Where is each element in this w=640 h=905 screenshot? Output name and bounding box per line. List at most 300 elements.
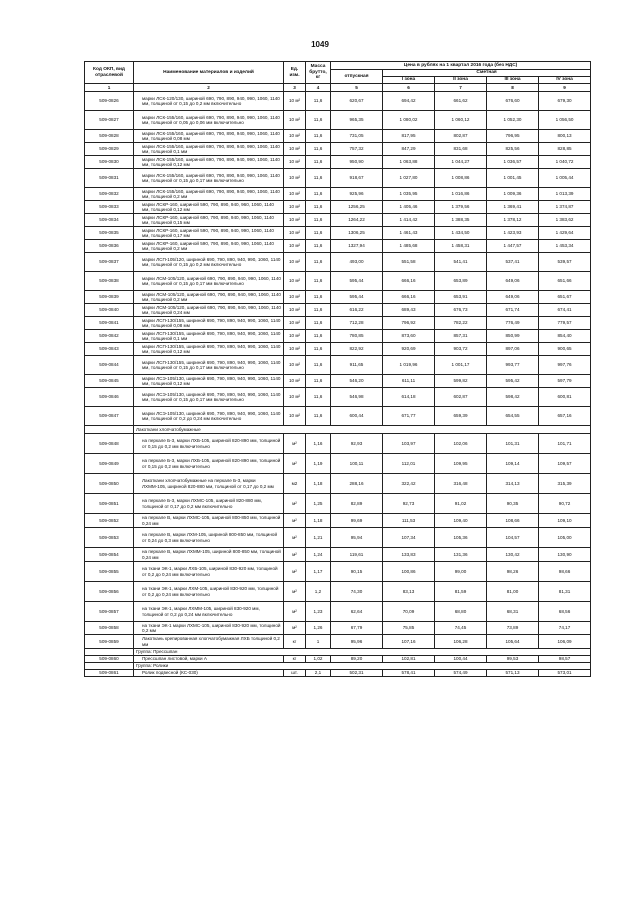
mass-cell: 11,6 bbox=[306, 169, 331, 188]
price-zone2-cell: 106,28 bbox=[435, 635, 487, 649]
price-otpusk-cell: 918,67 bbox=[331, 169, 383, 188]
table-row bbox=[85, 304, 591, 317]
table-row bbox=[85, 130, 591, 143]
name-cell: марки ЛСК-155/160, шириной 690, 790, 890, 940, 990, 1060, 1140 мм, толщиной 0,2 мм bbox=[134, 188, 284, 201]
unit-cell: м² bbox=[284, 548, 306, 562]
price-zone4-cell: 800,13 bbox=[539, 130, 591, 143]
table-row bbox=[85, 407, 591, 426]
price-zone2-cell: 1 379,56 bbox=[435, 201, 487, 214]
price-zone1-cell: 614,18 bbox=[383, 388, 435, 407]
price-otpusk-cell: 780,85 bbox=[331, 330, 383, 343]
table-row bbox=[85, 670, 591, 677]
price-zone3-cell: 1 447,57 bbox=[487, 240, 539, 253]
price-zone4-cell: 1 005,44 bbox=[539, 169, 591, 188]
price-zone4-cell: 854,40 bbox=[539, 330, 591, 343]
table-row bbox=[85, 656, 591, 663]
price-zone2-cell: 1 060,12 bbox=[435, 111, 487, 130]
table-row bbox=[85, 330, 591, 343]
header-code: Код ОКП, вид отраслевой bbox=[85, 62, 134, 84]
name-cell: Лакоткани хлопчатобумажные на перкале Б-3, марки ЛХММ-105, шириной 820-880 мм, толщиной от 0,17 до 0,2 мм bbox=[134, 474, 284, 494]
price-zone4-cell: 90,72 bbox=[539, 494, 591, 514]
mass-cell: 1,23 bbox=[306, 602, 331, 622]
price-zone2-cell: 99,00 bbox=[435, 562, 487, 582]
unit-cell: 10 м² bbox=[284, 188, 306, 201]
price-zone1-cell: 112,01 bbox=[383, 454, 435, 474]
price-otpusk-cell: 92,93 bbox=[331, 434, 383, 454]
code-cell: 509-0849 bbox=[85, 454, 134, 474]
price-zone1-cell: 671,77 bbox=[383, 407, 435, 426]
price-zone1-cell: 817,95 bbox=[383, 130, 435, 143]
price-zone3-cell: 108,66 bbox=[487, 514, 539, 528]
price-zone2-cell: 1 458,31 bbox=[435, 240, 487, 253]
unit-cell: 10 м² bbox=[284, 111, 306, 130]
mass-cell: 1,18 bbox=[306, 514, 331, 528]
table-row bbox=[85, 188, 591, 201]
price-zone1-cell: 1 405,46 bbox=[383, 201, 435, 214]
mass-cell: 11,6 bbox=[306, 407, 331, 426]
table-row bbox=[85, 375, 591, 388]
price-zone3-cell: 649,06 bbox=[487, 272, 539, 291]
mass-cell: 1,16 bbox=[306, 434, 331, 454]
price-zone4-cell: 101,71 bbox=[539, 434, 591, 454]
unit-cell: 10 м² bbox=[284, 143, 306, 156]
price-zone1-cell: 796,92 bbox=[383, 317, 435, 330]
table-row bbox=[85, 227, 591, 240]
name-cell: марки ЛСП-130/155, шириной 690, 790, 890, 940, 990, 1060, 1140 мм, толщиной 0,08 мм bbox=[134, 317, 284, 330]
mass-cell: 11,6 bbox=[306, 143, 331, 156]
unit-cell: 10 м² bbox=[284, 130, 306, 143]
code-cell: 509-0855 bbox=[85, 562, 134, 582]
unit-cell: 10 м² bbox=[284, 201, 306, 214]
table-row bbox=[85, 622, 591, 635]
price-zone1-cell: 111,53 bbox=[383, 514, 435, 528]
header-zone3: III зона bbox=[487, 77, 539, 84]
col-number: 3 bbox=[284, 84, 306, 92]
price-zone2-cell: 81,59 bbox=[435, 582, 487, 602]
unit-cell: м² bbox=[284, 528, 306, 548]
col-number: 8 bbox=[487, 84, 539, 92]
mass-cell: 11,6 bbox=[306, 375, 331, 388]
price-zone3-cell: 90,35 bbox=[487, 494, 539, 514]
price-zone2-cell: 903,72 bbox=[435, 343, 487, 356]
name-cell: марки ЛСК-155/160, шириной 690, 790, 890, 940, 990, 1060, 1140 мм, толщиной 0,08 мм bbox=[134, 130, 284, 143]
price-table bbox=[84, 61, 591, 677]
price-zone1-cell: 611,11 bbox=[383, 375, 435, 388]
mass-cell: 2,1 bbox=[306, 670, 331, 677]
price-zone2-cell: 1 388,35 bbox=[435, 214, 487, 227]
table-row bbox=[85, 548, 591, 562]
price-zone2-cell: 100,44 bbox=[435, 656, 487, 663]
price-zone1-cell: 75,85 bbox=[383, 622, 435, 635]
price-otpusk-cell: 925,96 bbox=[331, 188, 383, 201]
price-otpusk-cell: 493,00 bbox=[331, 253, 383, 272]
code-cell: 509-0861 bbox=[85, 670, 134, 677]
table-row bbox=[85, 388, 591, 407]
price-otpusk-cell: 757,32 bbox=[331, 143, 383, 156]
mass-cell: 1,2 bbox=[306, 582, 331, 602]
name-cell: на перкале Б-3, марки ЛХМС-105, шириной 820-880 мм, толщиной от 0,17 до 0,2 мм включительно bbox=[134, 494, 284, 514]
code-cell: 509-0831 bbox=[85, 169, 134, 188]
mass-cell: 11,6 bbox=[306, 240, 331, 253]
mass-cell: 1,26 bbox=[306, 622, 331, 635]
mass-cell: 11,6 bbox=[306, 92, 331, 111]
price-zone2-cell: 659,39 bbox=[435, 407, 487, 426]
price-zone2-cell: 831,68 bbox=[435, 143, 487, 156]
price-zone4-cell: 315,39 bbox=[539, 474, 591, 494]
mass-cell: 11,6 bbox=[306, 388, 331, 407]
price-otpusk-cell: 620,67 bbox=[331, 92, 383, 111]
code-cell: 509-0845 bbox=[85, 375, 134, 388]
table-row bbox=[85, 92, 591, 111]
mass-cell: 11,6 bbox=[306, 343, 331, 356]
mass-cell: 11,6 bbox=[306, 156, 331, 169]
price-zone1-cell: 1 080,02 bbox=[383, 111, 435, 130]
unit-cell: 10 м² bbox=[284, 304, 306, 317]
price-zone3-cell: 537,41 bbox=[487, 253, 539, 272]
price-zone4-cell: 1 429,64 bbox=[539, 227, 591, 240]
price-zone1-cell: 689,43 bbox=[383, 304, 435, 317]
price-zone3-cell: 104,57 bbox=[487, 528, 539, 548]
price-zone3-cell: 68,31 bbox=[487, 602, 539, 622]
table-row bbox=[85, 434, 591, 454]
code-cell: 509-0833 bbox=[85, 201, 134, 214]
price-zone1-cell: 100,86 bbox=[383, 562, 435, 582]
header-zone4: IV зона bbox=[539, 77, 591, 84]
price-zone2-cell: 676,73 bbox=[435, 304, 487, 317]
name-cell: на ткани ЭК-1, марки ЛХММ-105, шириной 830-920 мм, толщиной от 0,2 до 0,24 мм включительно bbox=[134, 602, 284, 622]
price-otpusk-cell: 82,89 bbox=[331, 494, 383, 514]
price-otpusk-cell: 502,31 bbox=[331, 670, 383, 677]
unit-cell: 10 м² bbox=[284, 388, 306, 407]
price-zone1-cell: 133,83 bbox=[383, 548, 435, 562]
price-zone3-cell: 81,00 bbox=[487, 582, 539, 602]
price-zone4-cell: 81,31 bbox=[539, 582, 591, 602]
name-cell: марки ЛСКР-160, шириной 590, 790, 890, 940, 990, 1060, 1140 мм, толщиной 0,17 мм bbox=[134, 227, 284, 240]
price-zone2-cell: 102,06 bbox=[435, 434, 487, 454]
code-cell: 509-0839 bbox=[85, 291, 134, 304]
price-zone4-cell: 105,00 bbox=[539, 528, 591, 548]
price-zone2-cell: 105,36 bbox=[435, 528, 487, 548]
price-otpusk-cell: 1256,25 bbox=[331, 201, 383, 214]
price-zone3-cell: 105,64 bbox=[487, 635, 539, 649]
price-zone2-cell: 316,48 bbox=[435, 474, 487, 494]
price-zone2-cell: 541,41 bbox=[435, 253, 487, 272]
unit-cell: кг bbox=[284, 656, 306, 663]
price-zone2-cell: 599,82 bbox=[435, 375, 487, 388]
unit-cell: м² bbox=[284, 514, 306, 528]
price-zone3-cell: 676,60 bbox=[487, 92, 539, 111]
price-zone2-cell: 1 434,50 bbox=[435, 227, 487, 240]
header-smetnaya: Сметная bbox=[383, 70, 591, 77]
table-row bbox=[85, 240, 591, 253]
unit-cell: м² bbox=[284, 602, 306, 622]
price-zone4-cell: 74,17 bbox=[539, 622, 591, 635]
name-cell: марки ЛСМ-105/120, шириной 690, 790, 890, 940, 990, 1060, 1140 мм, толщиной 0,2 мм bbox=[134, 291, 284, 304]
unit-cell: кг bbox=[284, 635, 306, 649]
code-cell: 509-0844 bbox=[85, 356, 134, 375]
name-cell: Прессшпан листовой, марки А bbox=[134, 656, 284, 663]
price-otpusk-cell: 74,30 bbox=[331, 582, 383, 602]
price-zone1-cell: 83,13 bbox=[383, 582, 435, 602]
price-zone2-cell: 857,31 bbox=[435, 330, 487, 343]
code-cell: 509-0842 bbox=[85, 330, 134, 343]
code-cell: 509-0828 bbox=[85, 130, 134, 143]
price-zone4-cell: 106,09 bbox=[539, 635, 591, 649]
code-cell: 509-0840 bbox=[85, 304, 134, 317]
header-zone2: II зона bbox=[435, 77, 487, 84]
col-number: 1 bbox=[85, 84, 134, 92]
unit-cell: 10 м² bbox=[284, 343, 306, 356]
price-otpusk-cell: 1327,94 bbox=[331, 240, 383, 253]
price-otpusk-cell: 99,69 bbox=[331, 514, 383, 528]
unit-cell: 10 м² bbox=[284, 92, 306, 111]
price-zone3-cell: 99,53 bbox=[487, 656, 539, 663]
group-title: Лакоткани хлопчатобумажные bbox=[134, 426, 591, 434]
price-zone1-cell: 102,81 bbox=[383, 656, 435, 663]
table-row bbox=[85, 582, 591, 602]
price-otpusk-cell: 965,35 bbox=[331, 111, 383, 130]
unit-cell: м² bbox=[284, 562, 306, 582]
header-otpusk: отпускная bbox=[331, 70, 383, 84]
unit-cell: м2 bbox=[284, 474, 306, 494]
price-zone3-cell: 825,56 bbox=[487, 143, 539, 156]
mass-cell: 11,6 bbox=[306, 130, 331, 143]
price-otpusk-cell: 100,11 bbox=[331, 454, 383, 474]
unit-cell: м² bbox=[284, 582, 306, 602]
code-cell: 509-0827 bbox=[85, 111, 134, 130]
unit-cell: шт. bbox=[284, 670, 306, 677]
price-zone4-cell: 597,79 bbox=[539, 375, 591, 388]
price-otpusk-cell: 1264,22 bbox=[331, 214, 383, 227]
price-otpusk-cell: 89,20 bbox=[331, 656, 383, 663]
price-zone2-cell: 1 008,86 bbox=[435, 169, 487, 188]
code-cell: 509-0843 bbox=[85, 343, 134, 356]
price-zone1-cell: 1 485,68 bbox=[383, 240, 435, 253]
code-cell: 509-0847 bbox=[85, 407, 134, 426]
price-zone3-cell: 649,06 bbox=[487, 291, 539, 304]
price-zone4-cell: 573,01 bbox=[539, 670, 591, 677]
price-zone3-cell: 130,42 bbox=[487, 548, 539, 562]
name-cell: Лакоткань крепированная хлопчатобумажная ЛХБ толщиной 0,2 мм bbox=[134, 635, 284, 649]
unit-cell: 10 м² bbox=[284, 291, 306, 304]
code-cell: 509-0834 bbox=[85, 214, 134, 227]
price-zone3-cell: 993,77 bbox=[487, 356, 539, 375]
mass-cell: 11,6 bbox=[306, 356, 331, 375]
price-zone1-cell: 920,69 bbox=[383, 343, 435, 356]
code-cell: 509-0851 bbox=[85, 494, 134, 514]
price-zone3-cell: 1 378,12 bbox=[487, 214, 539, 227]
code-cell: 509-0835 bbox=[85, 227, 134, 240]
price-zone1-cell: 1 414,42 bbox=[383, 214, 435, 227]
price-zone4-cell: 1 383,62 bbox=[539, 214, 591, 227]
price-zone3-cell: 796,95 bbox=[487, 130, 539, 143]
name-cell: на перкале В, марки ЛХМС-105, шириной 800-850 мм, толщиной 0,24 мм bbox=[134, 514, 284, 528]
table-row bbox=[85, 143, 591, 156]
name-cell: марки ЛСК-120/130, шириной 690, 790, 890, 940, 990, 1060, 1140 мм, толщиной от 0,15 до 0,2 мм включительно bbox=[134, 92, 284, 111]
table-row bbox=[85, 514, 591, 528]
code-cell: 509-0832 bbox=[85, 188, 134, 201]
table-row bbox=[85, 317, 591, 330]
col-number: 4 bbox=[306, 84, 331, 92]
price-otpusk-cell: 595,44 bbox=[331, 272, 383, 291]
price-zone1-cell: 1 461,43 bbox=[383, 227, 435, 240]
name-cell: марки ЛСП-105/120, шириной 690, 790, 890, 940, 990, 1060, 1140 мм, толщиной от 0,15 до 0,2 мм включительно bbox=[134, 253, 284, 272]
name-cell: Ролик подвесной (КС-030) bbox=[134, 670, 284, 677]
name-cell: марки ЛСК-155/160, шириной 690, 790, 890, 940, 990, 1060, 1140 мм, толщиной от 0,15 до 0,17 мм включительно bbox=[134, 169, 284, 188]
table-row bbox=[85, 214, 591, 227]
name-cell: марки ЛСП-130/155, шириной 690, 790, 890, 940, 990, 1060, 1140 мм, толщиной 0,1 мм bbox=[134, 330, 284, 343]
code-cell: 509-0830 bbox=[85, 156, 134, 169]
unit-cell: 10 м² bbox=[284, 356, 306, 375]
table-row bbox=[85, 253, 591, 272]
mass-cell: 11,6 bbox=[306, 111, 331, 130]
price-zone4-cell: 1 374,87 bbox=[539, 201, 591, 214]
price-zone1-cell: 873,60 bbox=[383, 330, 435, 343]
table-row bbox=[85, 454, 591, 474]
mass-cell: 11,6 bbox=[306, 188, 331, 201]
name-cell: марки ЛСКР-160, шириной 590, 790, 890, 940, 990, 1060, 1140 мм, толщиной 0,2 мм bbox=[134, 240, 284, 253]
table-row bbox=[85, 169, 591, 188]
table-row bbox=[85, 562, 591, 582]
code-cell: 509-0836 bbox=[85, 240, 134, 253]
header-zone1: I зона bbox=[383, 77, 435, 84]
price-zone3-cell: 1 009,36 bbox=[487, 188, 539, 201]
unit-cell: 10 м² bbox=[284, 156, 306, 169]
price-zone3-cell: 101,31 bbox=[487, 434, 539, 454]
mass-cell: 11,6 bbox=[306, 201, 331, 214]
price-zone1-cell: 666,16 bbox=[383, 272, 435, 291]
group-code-cell bbox=[85, 649, 134, 656]
unit-cell: 10 м² bbox=[284, 375, 306, 388]
name-cell: на ткани ЭК-1 марки ЛХМС-105, шириной 830-920 мм, толщиной 0,2 мм bbox=[134, 622, 284, 635]
code-cell: 509-0837 bbox=[85, 253, 134, 272]
price-zone3-cell: 776,49 bbox=[487, 317, 539, 330]
unit-cell: 10 м² bbox=[284, 214, 306, 227]
price-otpusk-cell: 911,65 bbox=[331, 356, 383, 375]
code-cell: 509-0829 bbox=[85, 143, 134, 156]
mass-cell: 1,24 bbox=[306, 548, 331, 562]
price-zone4-cell: 68,56 bbox=[539, 602, 591, 622]
mass-cell: 11,6 bbox=[306, 214, 331, 227]
unit-cell: 10 м² bbox=[284, 240, 306, 253]
table-row bbox=[85, 474, 591, 494]
price-zone4-cell: 98,57 bbox=[539, 656, 591, 663]
price-zone3-cell: 897,06 bbox=[487, 343, 539, 356]
price-zone3-cell: 109,14 bbox=[487, 454, 539, 474]
name-cell: на ткани ЭК-1, марки ЛХБ-105, шириной 830-920 мм, толщиной от 0,2 до 0,24 мм включительно bbox=[134, 562, 284, 582]
name-cell: марки ЛСМ-105/120, шириной 690, 790, 890, 940, 990, 1060, 1140 мм, толщиной 0,24 мм bbox=[134, 304, 284, 317]
group-row bbox=[85, 663, 591, 670]
price-zone1-cell: 1 035,95 bbox=[383, 188, 435, 201]
price-otpusk-cell: 595,44 bbox=[331, 291, 383, 304]
price-zone1-cell: 551,58 bbox=[383, 253, 435, 272]
table-header bbox=[85, 62, 591, 92]
price-zone4-cell: 679,30 bbox=[539, 92, 591, 111]
price-zone4-cell: 651,67 bbox=[539, 291, 591, 304]
mass-cell: 11,6 bbox=[306, 227, 331, 240]
unit-cell: м² bbox=[284, 434, 306, 454]
code-cell: 509-0854 bbox=[85, 548, 134, 562]
header-mass: Масса брутто, кг bbox=[306, 62, 331, 84]
code-cell: 509-0858 bbox=[85, 622, 134, 635]
price-otpusk-cell: 546,98 bbox=[331, 388, 383, 407]
price-zone3-cell: 1 423,93 bbox=[487, 227, 539, 240]
name-cell: марки ЛСКР-160, шириной 690, 790, 890, 940, 990, 1060, 1140 мм, толщиной 0,15 мм bbox=[134, 214, 284, 227]
price-zone2-cell: 1 016,86 bbox=[435, 188, 487, 201]
mass-cell: 1,02 bbox=[306, 656, 331, 663]
price-zone2-cell: 782,22 bbox=[435, 317, 487, 330]
table-row bbox=[85, 201, 591, 214]
price-zone1-cell: 578,41 bbox=[383, 670, 435, 677]
price-zone3-cell: 98,26 bbox=[487, 562, 539, 582]
mass-cell: 1,18 bbox=[306, 474, 331, 494]
price-zone4-cell: 600,81 bbox=[539, 388, 591, 407]
price-otpusk-cell: 712,28 bbox=[331, 317, 383, 330]
code-cell: 509-0846 bbox=[85, 388, 134, 407]
table-row bbox=[85, 291, 591, 304]
price-otpusk-cell: 546,20 bbox=[331, 375, 383, 388]
group-code-cell bbox=[85, 663, 134, 670]
unit-cell: 10 м² bbox=[284, 253, 306, 272]
unit-cell: 10 м² bbox=[284, 272, 306, 291]
price-zone1-cell: 103,97 bbox=[383, 434, 435, 454]
price-zone1-cell: 322,42 bbox=[383, 474, 435, 494]
price-zone4-cell: 651,66 bbox=[539, 272, 591, 291]
price-zone3-cell: 1 369,41 bbox=[487, 201, 539, 214]
price-zone3-cell: 654,55 bbox=[487, 407, 539, 426]
price-zone4-cell: 98,66 bbox=[539, 562, 591, 582]
price-zone2-cell: 602,87 bbox=[435, 388, 487, 407]
mass-cell: 1 bbox=[306, 635, 331, 649]
price-otpusk-cell: 731,05 bbox=[331, 130, 383, 143]
page-number: 1049 bbox=[311, 40, 329, 49]
code-cell: 509-0853 bbox=[85, 528, 134, 548]
price-otpusk-cell: 288,16 bbox=[331, 474, 383, 494]
price-zone4-cell: 539,57 bbox=[539, 253, 591, 272]
mass-cell: 11,6 bbox=[306, 330, 331, 343]
price-zone1-cell: 107,34 bbox=[383, 528, 435, 548]
name-cell: марки ЛСП-130/155, шириной 690, 790, 890, 940, 990, 1060, 1140 мм, толщиной 0,12 мм bbox=[134, 343, 284, 356]
price-otpusk-cell: 95,96 bbox=[331, 635, 383, 649]
price-zone1-cell: 1 063,88 bbox=[383, 156, 435, 169]
code-cell: 509-0860 bbox=[85, 656, 134, 663]
price-zone3-cell: 314,13 bbox=[487, 474, 539, 494]
table-row bbox=[85, 111, 591, 130]
price-zone2-cell: 653,91 bbox=[435, 291, 487, 304]
price-zone3-cell: 1 001,45 bbox=[487, 169, 539, 188]
name-cell: марки ЛСЭ-105/130, шириной 690, 790, 890, 940, 990, 1060, 1140 мм, толщиной 0,12 мм bbox=[134, 375, 284, 388]
price-otpusk-cell: 90,15 bbox=[331, 562, 383, 582]
code-cell: 509-0848 bbox=[85, 434, 134, 454]
group-title: Группа: Ролики bbox=[134, 663, 591, 670]
unit-cell: м² bbox=[284, 454, 306, 474]
group-code-cell bbox=[85, 426, 134, 434]
price-zone4-cell: 900,65 bbox=[539, 343, 591, 356]
price-otpusk-cell: 119,61 bbox=[331, 548, 383, 562]
unit-cell: 10 м² bbox=[284, 317, 306, 330]
price-zone4-cell: 674,41 bbox=[539, 304, 591, 317]
price-zone2-cell: 91,02 bbox=[435, 494, 487, 514]
name-cell: марки ЛСЭ-105/130, шириной 690, 790, 890, 940, 990, 1060, 1140 мм, толщиной от 0,2 до 0,24 мм включительно bbox=[134, 407, 284, 426]
price-otpusk-cell: 95,94 bbox=[331, 528, 383, 548]
price-otpusk-cell: 822,92 bbox=[331, 343, 383, 356]
name-cell: на перкале Б-3, марки ЛХБ-105, шириной 820-890 мм, толщиной от 0,15 до 0,2 мм включительно bbox=[134, 454, 284, 474]
price-zone4-cell: 109,10 bbox=[539, 514, 591, 528]
price-zone4-cell: 828,85 bbox=[539, 143, 591, 156]
name-cell: марки ЛСЭ-105/130, шириной 690, 790, 890, 940, 990, 1060, 1140 мм, толщиной от 0,15 до 0,17 мм включительно bbox=[134, 388, 284, 407]
name-cell: марки ЛСК-155/160, шириной 690, 790, 890, 940, 990, 1060, 1140 мм, толщиной 0,12 мм bbox=[134, 156, 284, 169]
table-row bbox=[85, 635, 591, 649]
